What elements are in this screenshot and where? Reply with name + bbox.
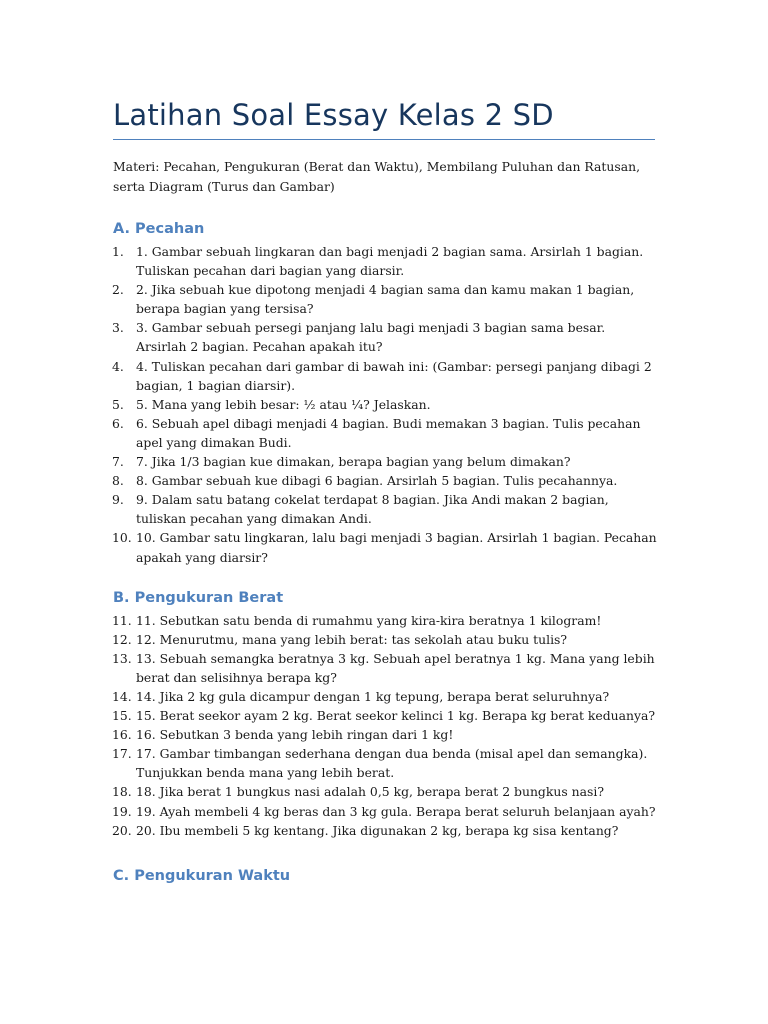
question-text: 12. Menurutmu, mana yang lebih berat: tas sekolah atau buku tulis?: [136, 631, 568, 647]
question-item: [113, 630, 658, 649]
question-number: 19.: [112, 803, 132, 819]
page-title: Latihan Soal Essay Kelas 2 SD: [113, 98, 554, 132]
question-number: 18.: [112, 784, 132, 800]
question-number: 5.: [112, 396, 124, 412]
question-number: 12.: [112, 631, 132, 647]
question-text: 11. Sebutkan satu benda di rumahmu yang kira-kira beratnya 1 kilogram!: [136, 612, 602, 628]
question-text: 4. Tuliskan pecahan dari gambar di bawah ini: (Gambar: persegi panjang dibagi 2 bagian, 1 bagian diarsir).: [136, 358, 652, 393]
question-item: [113, 242, 658, 280]
question-item: [113, 471, 658, 490]
question-number: 16.: [112, 727, 132, 743]
question-number: 8.: [112, 473, 124, 489]
section-heading-pengukuran-waktu: C. Pengukuran Waktu: [113, 867, 291, 884]
question-number: 10.: [112, 530, 132, 546]
question-text: 10. Gambar satu lingkaran, lalu bagi menjadi 3 bagian. Arsirlah 1 bagian. Pecahan apakah yang diarsir?: [136, 530, 657, 565]
question-list-pengukuran-berat: [113, 611, 658, 840]
question-item: [113, 802, 658, 821]
section-heading-pecahan: A. Pecahan: [113, 221, 205, 237]
question-item: [113, 490, 658, 528]
question-item: [113, 744, 658, 782]
question-text: 15. Berat seekor ayam 2 kg. Berat seekor kelinci 1 kg. Berapa kg berat keduanya?: [136, 708, 656, 724]
question-text: 18. Jika berat 1 bungkus nasi adalah 0,5 kg, berapa berat 2 bungkus nasi?: [136, 784, 604, 800]
question-text: 5. Mana yang lebih besar: ½ atau ¼? Jelaskan.: [136, 396, 431, 412]
title-divider: [113, 139, 655, 140]
question-item: [113, 611, 658, 630]
question-item: [113, 725, 658, 744]
question-number: 15.: [112, 708, 132, 724]
question-number: 4.: [112, 358, 124, 374]
question-item: [113, 528, 658, 566]
question-item: [113, 414, 658, 452]
question-number: 13.: [112, 650, 132, 666]
question-item: [113, 649, 658, 687]
question-item: [113, 318, 658, 356]
question-text: 6. Sebuah apel dibagi menjadi 4 bagian. Budi memakan 3 bagian. Tulis pecahan apel yang dimakan Budi.: [136, 415, 641, 450]
question-number: 17.: [112, 746, 132, 762]
question-item: [113, 706, 658, 725]
question-text: 3. Gambar sebuah persegi panjang lalu bagi menjadi 3 bagian sama besar. Arsirlah 2 bagian. Pecahan apakah itu?: [136, 320, 606, 355]
question-text: 20. Ibu membeli 5 kg kentang. Jika digunakan 2 kg, berapa kg sisa kentang?: [136, 822, 619, 838]
question-item: [113, 357, 658, 395]
question-item: [113, 395, 658, 414]
question-number: 14.: [112, 688, 132, 704]
question-number: 7.: [112, 454, 124, 470]
question-item: [113, 782, 658, 801]
question-text: 8. Gambar sebuah kue dibagi 6 bagian. Arsirlah 5 bagian. Tulis pecahannya.: [136, 473, 618, 489]
question-number: 2.: [112, 282, 124, 298]
section-heading-pengukuran-berat: B. Pengukuran Berat: [113, 589, 284, 606]
question-number: 6.: [112, 415, 124, 431]
question-text: 1. Gambar sebuah lingkaran dan bagi menjadi 2 bagian sama. Arsirlah 1 bagian. Tuliskan pecahan dari bagian yang diarsir.: [136, 244, 644, 279]
question-number: 1.: [112, 244, 124, 259]
question-item: [113, 280, 658, 318]
question-list-pecahan: [113, 242, 658, 567]
question-number: 3.: [112, 320, 124, 336]
document-subtitle: Materi: Pecahan, Pengukuran (Berat dan Waktu), Membilang Puluhan dan Ratusan, serta Diagram (Turus dan Gambar): [113, 159, 641, 194]
question-text: 13. Sebuah semangka beratnya 3 kg. Sebuah apel beratnya 1 kg. Mana yang lebih berat dan selisihnya berapa kg?: [136, 650, 655, 685]
question-item: [113, 452, 658, 471]
question-text: 19. Ayah membeli 4 kg beras dan 3 kg gula. Berapa berat seluruh belanjaan ayah?: [136, 803, 656, 819]
question-text: 7. Jika 1/3 bagian kue dimakan, berapa bagian yang belum dimakan?: [136, 454, 571, 470]
question-text: 14. Jika 2 kg gula dicampur dengan 1 kg tepung, berapa berat seluruhnya?: [136, 688, 610, 704]
question-number: 9.: [112, 492, 124, 508]
question-number: 20.: [112, 822, 132, 838]
question-number: 11.: [112, 612, 132, 628]
question-text: 16. Sebutkan 3 benda yang lebih ringan dari 1 kg!: [136, 727, 454, 743]
question-item: [113, 687, 658, 706]
question-text: 17. Gambar timbangan sederhana dengan dua benda (misal apel dan semangka). Tunjukkan benda mana yang lebih berat.: [136, 746, 648, 781]
question-item: [113, 821, 658, 840]
document-page: [113, 0, 658, 886]
question-text: 9. Dalam satu batang cokelat terdapat 8 bagian. Jika Andi makan 2 bagian, tuliskan pecahan yang dimakan Andi.: [136, 492, 609, 527]
question-text: 2. Jika sebuah kue dipotong menjadi 4 bagian sama dan kamu makan 1 bagian, berapa bagian yang tersisa?: [136, 282, 635, 317]
